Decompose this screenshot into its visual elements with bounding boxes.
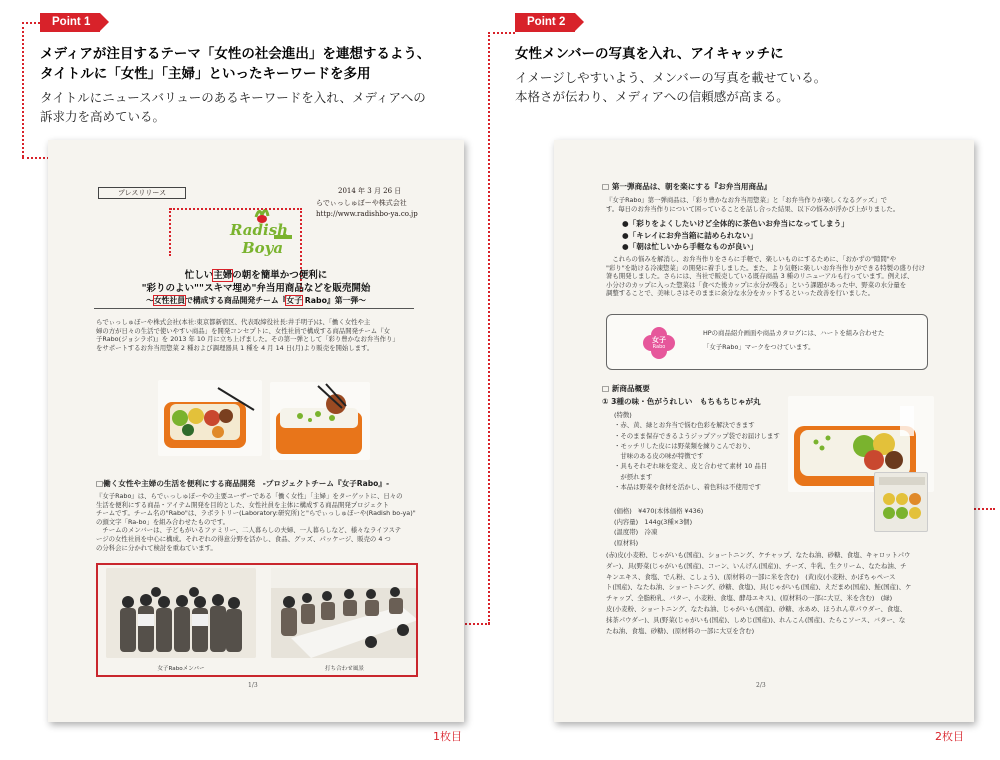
point2-body-2: 本格さが伝わり、メディアへの信頼感が高まる。 — [515, 89, 789, 104]
page-number: 2/3 — [756, 682, 766, 689]
bento-photo-right — [270, 382, 370, 460]
photo-highlight-box — [96, 563, 418, 677]
divider — [94, 308, 414, 309]
connector-line — [22, 22, 24, 157]
point1-body-1: タイトルにニュースバリューのあるキーワードを入れ、メディアへの — [40, 90, 426, 105]
release-subtitle: ～女性社員で構成する商品開発チーム『女子 Rabo』第一弾～ — [146, 296, 366, 305]
company-name: らでぃっしゅぼーや株式会社 — [316, 199, 407, 207]
connector-line — [22, 22, 40, 24]
press-release-tag: プレスリリース — [98, 187, 186, 199]
company-url: http://www.radishbo-ya.co.jp — [316, 210, 418, 218]
product-specs: (価格) ¥470(本体価格 ¥436) (内容量) 144g(3種×3個) (温度帯) 冷凍 (原材料) — [614, 507, 704, 547]
point1-headline-1: メディアが注目するテーマ「女性の社会進出」を連想するよう、 — [40, 46, 431, 62]
keyword-highlight: 主婦 — [213, 270, 233, 281]
release-date: 2014 年 3 月 26 日 — [338, 187, 402, 195]
mark-notice-box — [606, 314, 928, 370]
point2-body-1: イメージしやすいよう、メンバーの写真を載せている。 — [515, 70, 827, 85]
release-title-1: 忙しい主婦の朝を簡単かつ便利に — [184, 270, 328, 281]
point2-badge: Point 2 — [515, 13, 575, 32]
page-number: 1/3 — [248, 682, 258, 689]
joshi-rabo-mark-icon: 女子 Rabo — [643, 327, 675, 359]
press-release-page-2 — [554, 140, 974, 722]
section-paragraph: 『女子Rabo』は、らでぃっしゅぼーやの主要ユーザーである「働く女性」「主婦」をターゲットに、日々の 生活を便利にする商品・アイテム開発を目的とした、女性社員を主体に構成する商品開発プロジェクト チームです。チーム名の"Rabo"は、ラボラトリー(Laboratory:研究所)と"らでぃっしゅぼーや(Radish bo-ya)" の頭文字「Ra-bo」を組み合わせたものです。 チームのメンバーは、子どもがいるファミリー、二人暮らしの夫婦、一人暮らしなど、様々なライフステ ージの女性社員を中心に構成。それぞれの得意分野を活かし、食品、グッズ、パッケージ、販売の 4 つ の分科会に分かれて検討を重ねています。 — [96, 492, 416, 552]
intro-paragraph: らでぃっしゅぼーや株式会社(本社:東京都新宿区、代表取締役社長:井手明子)は、「働く女性や主 婦の方が日々の生活で使いやすい商品」を開発コンセプトに、女性社員で構成する商品開発チーム『女 子Rabo(ジョシラボ)』を 2013 年 10 月に立ち上げました。その第一弾として「彩り豊かなお弁当作り」 をサポートするお弁当用惣菜 2 種および調理器具 1 種を 4 月 14 日(月)より販売を開始します。 — [96, 318, 399, 352]
keyword-highlight: 女性社員 — [153, 296, 186, 305]
product-package-photo — [874, 472, 928, 532]
bento-photo-left — [158, 380, 262, 456]
section-heading: □ 第一弾商品は、朝を楽にする『お弁当用商品』 — [602, 182, 772, 191]
radish-boya-logo: Radish Boya — [226, 205, 296, 263]
bullet-list: ●「彩りをよくしたいけど全体的に茶色いお弁当になってしまう」 ●「キレイにお弁当箱に詰められない」 ●「朝は忙しいから手軽なものが良い」 — [622, 219, 849, 251]
notice-text-1: HPの商品紹介画面や商品カタログには、ハートを組み合わせた — [703, 329, 885, 337]
page-label-2: 2枚目 — [935, 730, 964, 743]
press-release-page-1: プレスリリース 2014 年 3 月 26 日 らでぃっしゅぼーや株式会社 http://www.radishbo-ya.co.jp Radish Boya 忙しい主婦の朝を簡単かつ便利に "彩りのよい""スキマ埋め"弁当用商品などを販売開始 ～女性社員で構成する商品開発チーム『女子 Rabo』第一弾～ らでぃっしゅぼーや株式会社(本社:東京都新宿区、代表取締役社長:井手明子)は、「働く女性や主 婦の方が日々の生活で使いやすい商品」を開発コンセプトに、女性社員で構成する商品開発チーム『女 子Rabo(ジョシラボ)』を 2013 年 10 月に立ち上げました。その第一弾として「彩り豊かなお弁当作り」 をサポートするお弁当用惣菜 2 種および調理器具 1 種を 4 月 14 日(月)より販売を開始します。 □働く女性や主婦の生活を便利にする商品開発 -プロジェクトチーム『女子Rabo』- 『女子Rabo』は、らでぃっしゅぼーやの主要ユーザーである「働く女性」「主婦」をターゲットに、日々の 生活を便利にする商品・アイテム開発を目的とした、女性社員を主体に構成する商品開発プロジェクト チームです。チーム名の"Rabo"は、ラボラトリー(Laboratory:研究所)と"らでぃっしゅぼーや(Radish bo-ya)" の頭文字「Ra-bo」を組み合わせたものです。 チームのメンバーは、子どもがいるファミリー、二人暮らしの夫婦、一人暮らしなど、様々なライフステ ージの女性社員を中心に構成。それぞれの得意分野を活かし、食品、グッズ、パッケージ、販売の 4 つ の分科会に分かれて検討を重ねています。 女子Raboメンバー 打ち合わせ風景 1/3 — [48, 140, 464, 722]
keyword-highlight: 女子 — [286, 296, 303, 305]
point1-body-2: 訴求力を高めている。 — [40, 109, 166, 124]
point1-badge: Point 1 — [40, 13, 100, 32]
highlight-frame — [169, 208, 171, 256]
release-title-2: "彩りのよい""スキマ埋め"弁当用商品などを販売開始 — [141, 283, 371, 294]
section-heading: □ 新商品概要 — [602, 384, 650, 393]
highlight-frame — [170, 208, 302, 210]
section-paragraph: 『女子Rabo』第一弾商品は、「彩り豊かなお弁当用惣菜」と「お弁当作りが楽しくなるグッズ」で す。毎日のお弁当作りについて困っていることを話し合った結果、以下の悩みが浮かび上がりました。 — [606, 196, 900, 213]
notice-text-2: 「女子Rabo」マークをつけています。 — [703, 343, 815, 351]
product-features: (特徴) ・赤、黄、緑とお弁当で悩む色彩を解決できます ・そのまま保存できるようジップアップ袋でお届けします ・モッチリした皮には野菜類を練りこんでおり、 甘味のある皮の味が特徴です ・具もそれぞれ味を変え、皮と合わせて素材 10 品目 が摂れます ・本品は野菜や食材を活かし、着色料は不使用です — [614, 411, 780, 492]
point1-headline-2: タイトルに「女性」「主婦」といったキーワードを多用 — [40, 66, 371, 82]
point2-headline: 女性メンバーの写真を入れ、アイキャッチに — [515, 46, 784, 62]
section-paragraph: これらの悩みを解消し、お弁当作りをさらに手軽で、楽しいものにするために、「おかずの"隙間"や "彩り"を助ける冷凍惣菜」の開発に着手しました。また、より気軽に楽しいお弁当作りができる特製の盛り付け 箸も開発しました。さらには、当社で販売している既存商品 3 種のリニューアルも行っています。例えば、 小分けのカップに入った惣菜は「食べた後カップに水分が残る」という課題があった中、野菜の水分量を 調整することで、美味しさはそのままに余分な水分をカットするといった改善を行いました。 — [606, 255, 926, 298]
page-label-1: 1枚目 — [433, 730, 462, 743]
product-title: ① 3種の味・色がうれしい もちもちじゃが丸 — [602, 397, 761, 406]
product-ingredients: (赤)皮(小麦粉、じゃがいも(国産)、ショートニング、ケチャップ、なたね油、砂糖、食塩、キャロットパウ ダー)、具(野菜(じゃがいも(国産)、コーン、いんげん(国産))、チーズ、牛乳、生クリーム、なたね油、チ キンエキス、食塩、でん粉、こしょう)、(原材料の一部に米を含む) (黄)皮(小麦粉、かぼちゃペース ト(国産)、なたね油、ショートニング、砂糖、食塩)、具(じゃがいも(国産)、えだまめ(国産)、鮭(国産)、ケ チャップ、全脂粉乳、バター、小麦粉、食塩、酵母エキス)、(原材料の一部に大豆、米を含む) (緑) 皮(小麦粉、ショートニング、なたね油、じゃがいも(国産)、砂糖、水あめ、ほうれん草パウダー、食塩、 抹茶パウダー)、具(野菜(じゃがいも(国産)、しめじ(国産))、れんこん(国産)、たらこソース、バター、な たね油、食塩、砂糖)、(原材料の一部に大豆を含む) — [606, 551, 912, 635]
section-heading: □働く女性や主婦の生活を便利にする商品開発 -プロジェクトチーム『女子Rabo』- — [96, 479, 390, 488]
connector-line — [488, 32, 515, 34]
connector-line — [488, 32, 490, 624]
